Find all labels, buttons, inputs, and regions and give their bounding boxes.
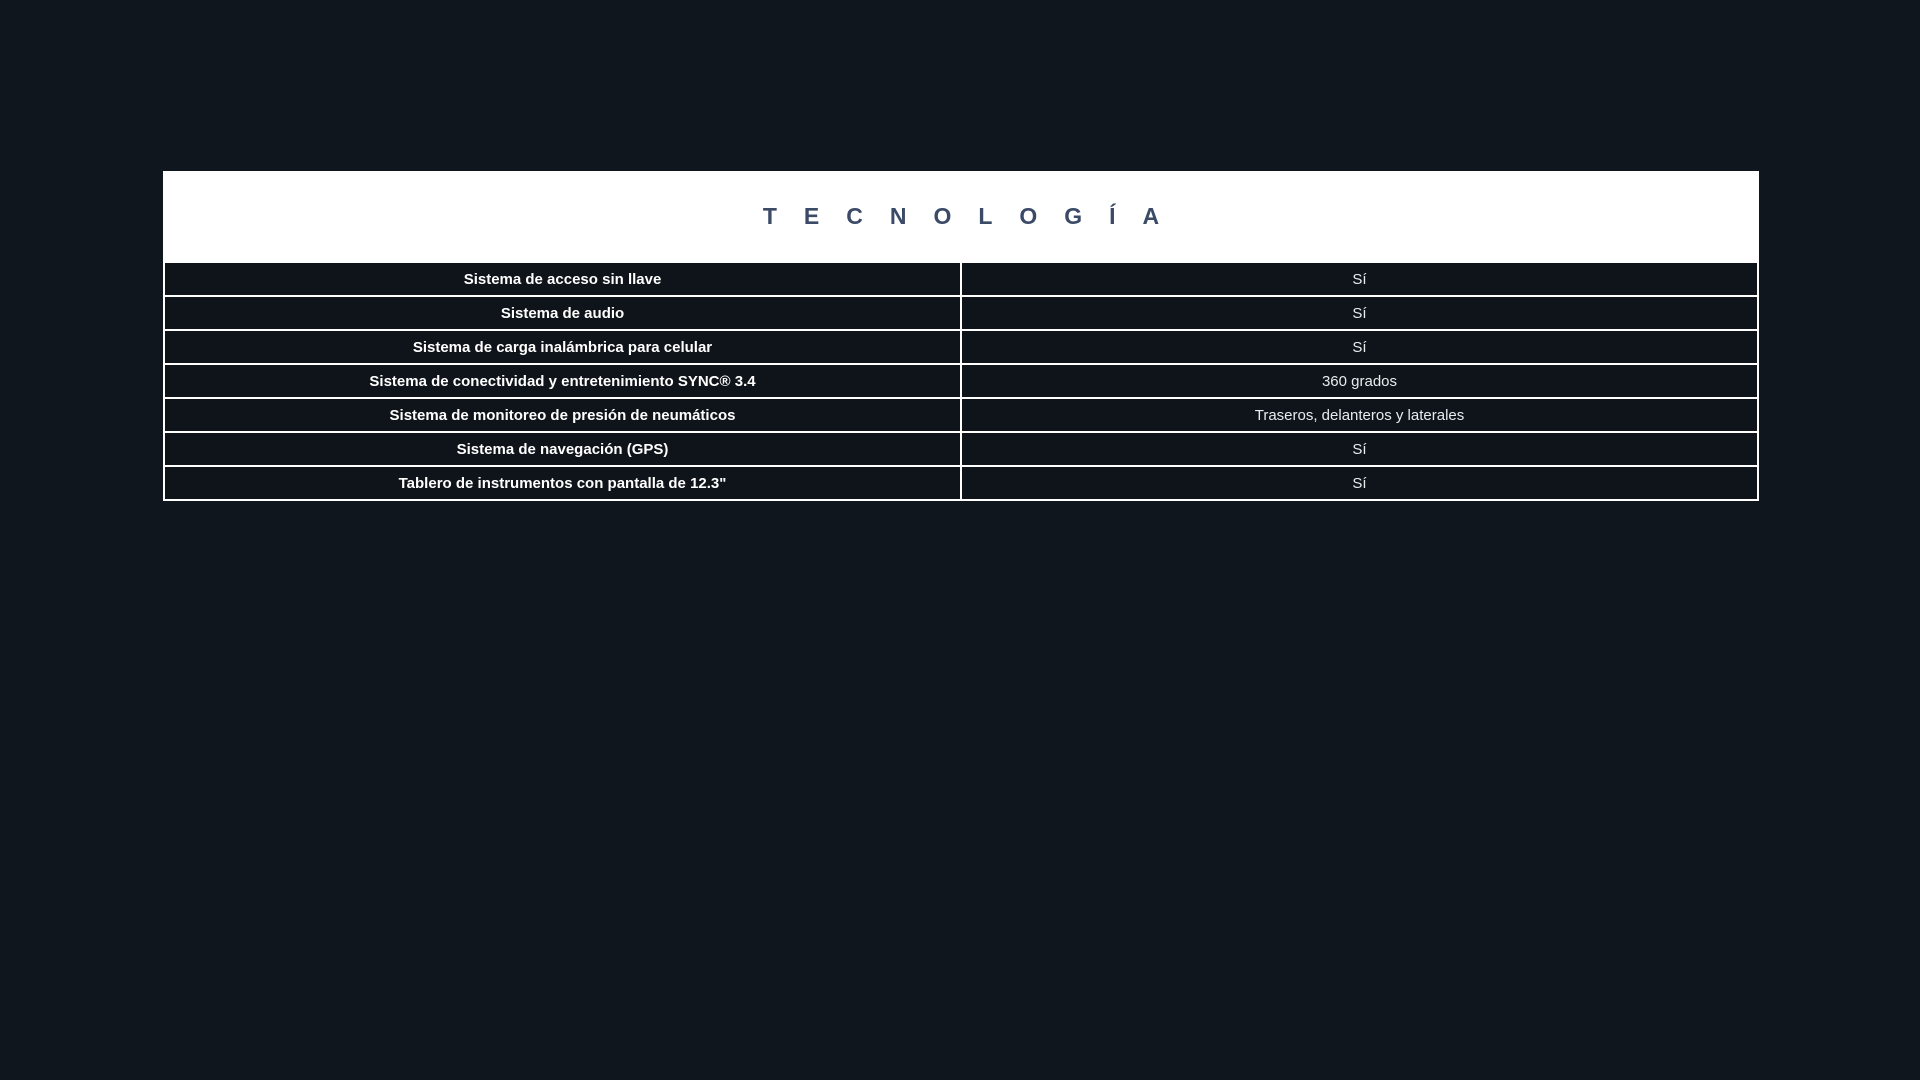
table-row [164,364,1758,398]
section-title: TECNOLOGÍA [762,202,1187,229]
table-row [164,330,1758,364]
feature-value: Sí [961,330,1758,364]
feature-label: Sistema de carga inalámbrica para celular [164,330,961,364]
feature-value: Sí [961,296,1758,330]
feature-value: Traseros, delanteros y laterales [961,398,1758,432]
table-row [164,432,1758,466]
table-row [164,296,1758,330]
feature-label: Sistema de navegación (GPS) [164,432,961,466]
feature-label: Tablero de instrumentos con pantalla de 12.3" [164,466,961,500]
technology-spec-panel [163,171,1759,501]
feature-label: Sistema de monitoreo de presión de neumáticos [164,398,961,432]
section-header [163,171,1759,261]
feature-value: 360 grados [961,364,1758,398]
table-row [164,262,1758,296]
spec-table [163,261,1759,501]
feature-label: Sistema de acceso sin llave [164,262,961,296]
feature-value: Sí [961,432,1758,466]
feature-label: Sistema de conectividad y entretenimiento SYNC® 3.4 [164,364,961,398]
table-row [164,466,1758,500]
feature-value: Sí [961,466,1758,500]
feature-label: Sistema de audio [164,296,961,330]
table-row [164,398,1758,432]
feature-value: Sí [961,262,1758,296]
